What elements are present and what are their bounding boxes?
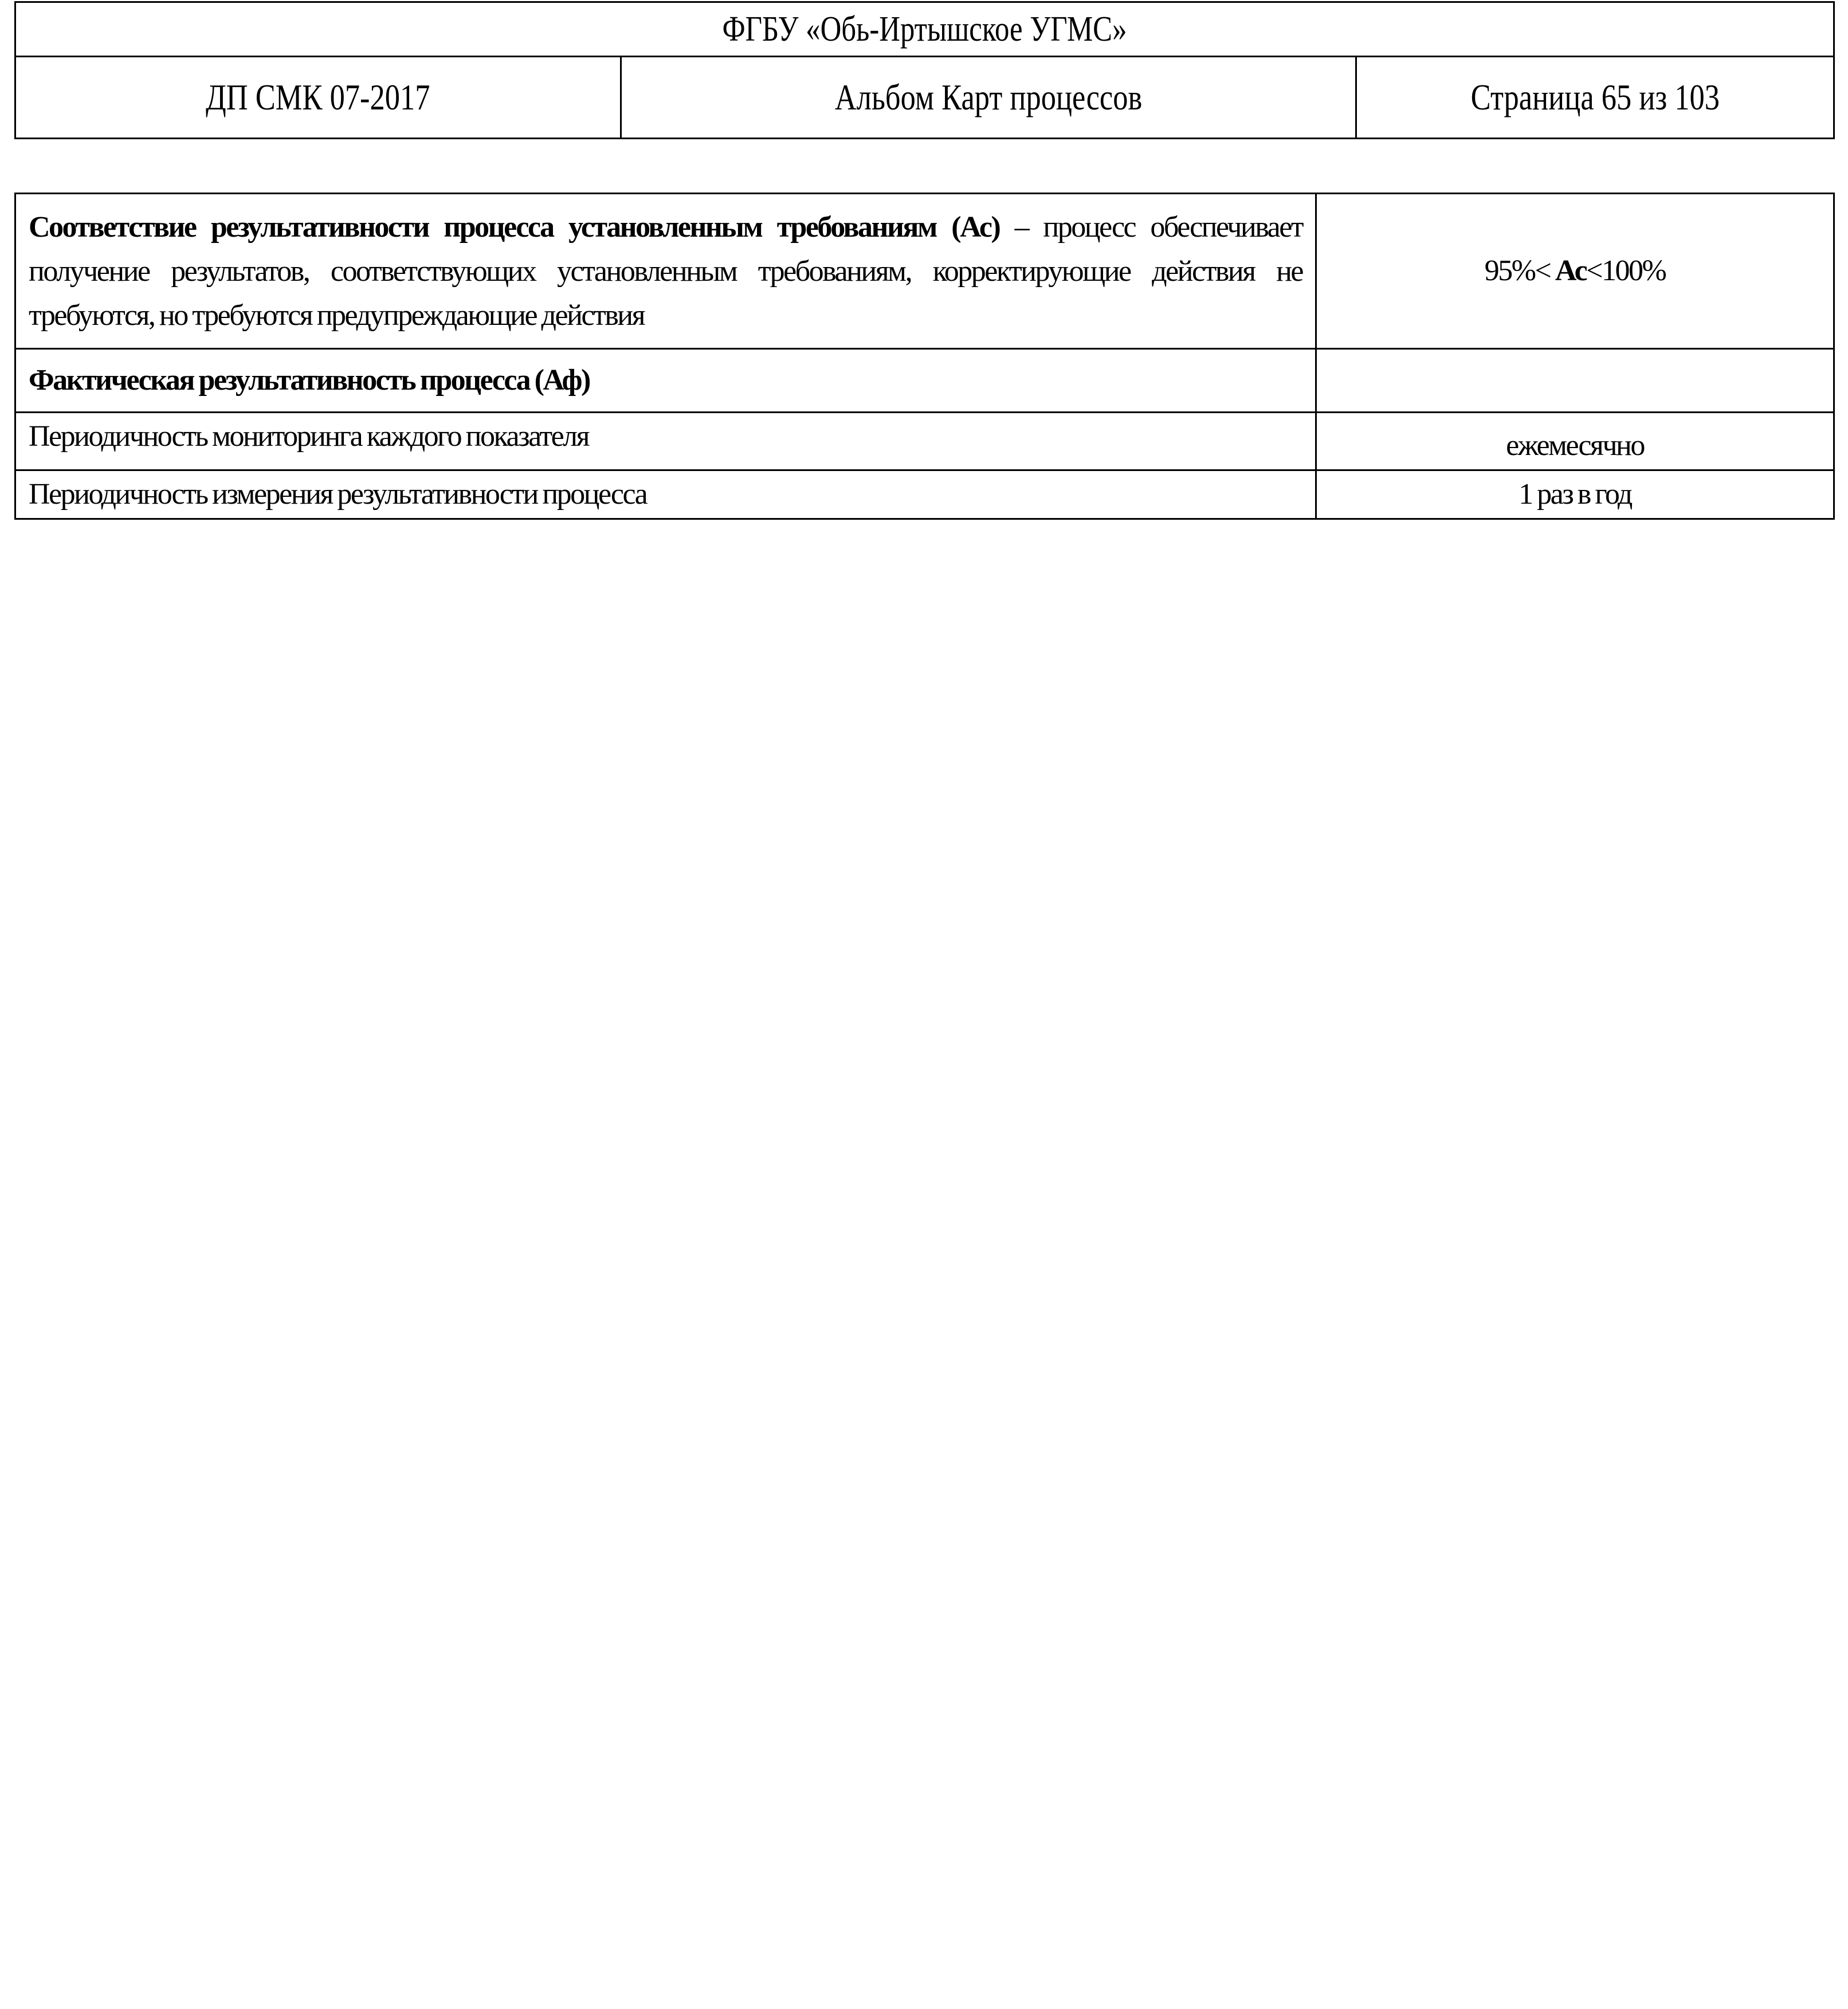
header-meta-row (15, 57, 1834, 139)
monitoring-value: ежемесячно (1506, 429, 1644, 462)
compliance-value-cell (1316, 194, 1834, 349)
actual-value-cell (1316, 349, 1834, 413)
table-row-monitoring (15, 413, 1834, 470)
page-info: Страница 65 из 103 (1470, 77, 1720, 117)
table-row-compliance (15, 194, 1834, 349)
monitoring-label-cell (15, 413, 1316, 470)
monitoring-value-cell (1316, 413, 1834, 470)
compliance-value-suffix: <100% (1586, 254, 1666, 287)
table-row-measurement (15, 470, 1834, 519)
measurement-value-cell (1316, 470, 1834, 519)
actual-label-cell (15, 349, 1316, 413)
organization-name: ФГБУ «Обь-Иртышское УГМС» (722, 9, 1127, 49)
header-page-cell (1356, 57, 1834, 139)
compliance-value-symbol: Ас (1555, 254, 1587, 287)
document-code: ДП СМК 07-2017 (206, 77, 430, 117)
header-code-cell (15, 57, 621, 139)
compliance-description-cell (15, 194, 1316, 349)
table-row-actual (15, 349, 1834, 413)
compliance-description (29, 205, 1302, 338)
compliance-value-prefix: 95%< (1484, 254, 1555, 287)
document-header-table (14, 1, 1835, 139)
measurement-label-cell (15, 470, 1316, 519)
process-effectiveness-table (14, 193, 1835, 520)
document-title: Альбом Карт процессов (834, 77, 1143, 117)
header-title-cell (621, 57, 1356, 139)
monitoring-label: Периодичность мониторинга каждого показателя (29, 420, 589, 453)
compliance-definition: – процесс обеспечивает получение результатов, соответствующих установленным требованиям, корректирующие действия не требуются, но требуются предупреждающие действия (29, 210, 1302, 332)
measurement-label: Периодичность измерения результативности процесса (29, 478, 647, 511)
compliance-term: Соответствие результативности процесса установленным требованиям (Ас) (29, 210, 1000, 244)
compliance-value (1485, 254, 1666, 287)
actual-label: Фактическая результативность процесса (Аф) (29, 364, 590, 397)
header-org-row (15, 2, 1834, 57)
measurement-value: 1 раз в год (1519, 478, 1631, 511)
header-org-cell (15, 2, 1834, 57)
